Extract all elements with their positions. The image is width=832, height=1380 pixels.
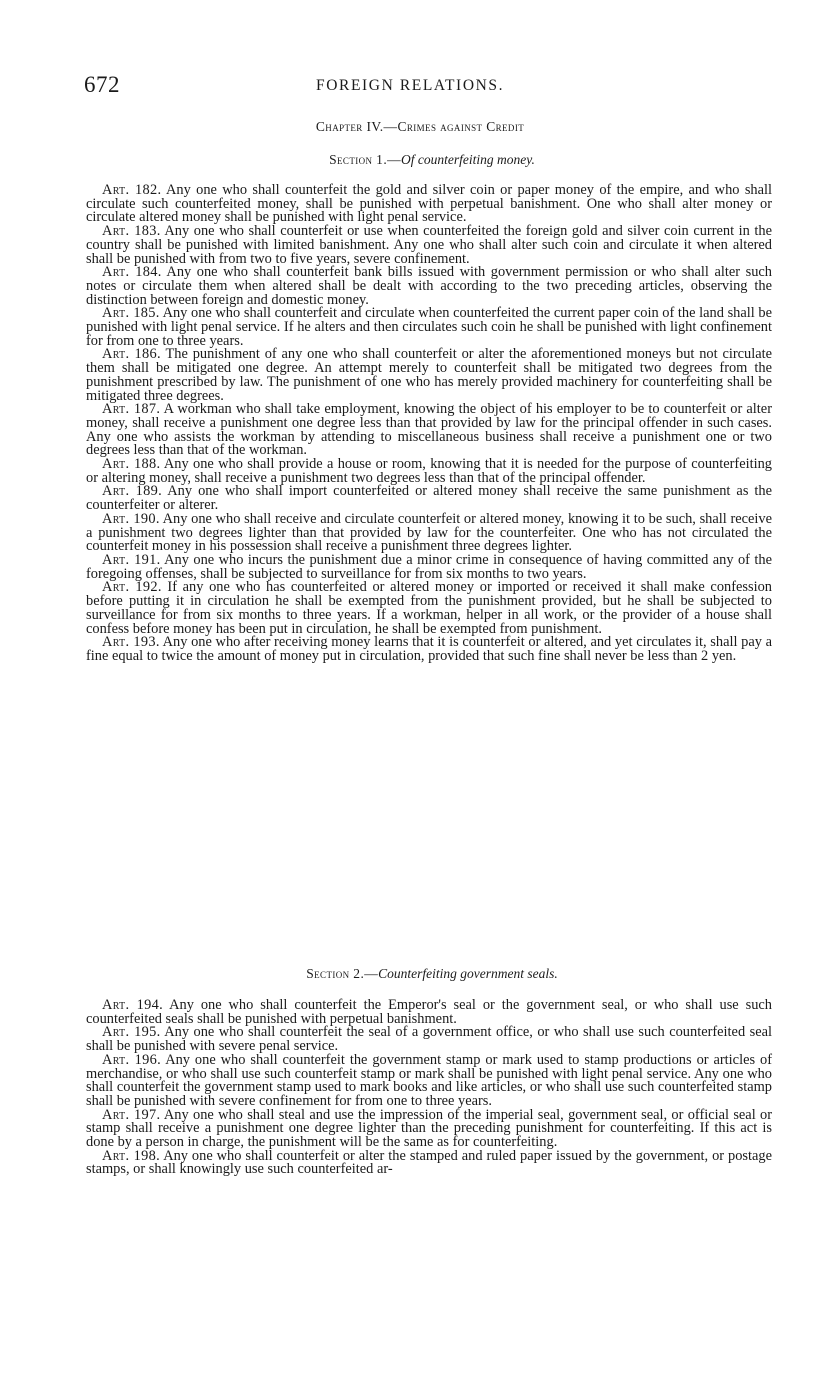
article-185: [86, 307, 772, 348]
article-text: A workman who shall take employment, knowing the object of his employer to be to counterfeit or alter money, shall receive a punishment one degree less than that provided by law for the principal offender in such cases. Any one who assists the workman by attending to miscellaneous business shall receive a punishment one or two degrees less than that of the workman.: [86, 401, 772, 459]
article-196: [86, 1051, 772, 1109]
article-number: Art. 182.: [102, 182, 162, 198]
article-number: Art. 190.: [102, 510, 160, 527]
chapter-heading: Chapter IV.—Crimes against Credit: [315, 119, 525, 134]
article-number: Art. 194.: [102, 997, 163, 1013]
article-text: Any one who after receiving money learns that it is counterfeit or altered, and yet circulates it, shall pay a fine equal to twice the amount of money put in circulation, provided that such fine shall never be less than 2 yen.: [86, 634, 772, 664]
article-number: Art. 195.: [102, 1024, 161, 1041]
running-title: FOREIGN RELATIONS.: [316, 77, 505, 94]
section-1-articles: [86, 184, 772, 664]
article-number: Art. 185.: [102, 305, 160, 322]
article-184: [86, 266, 772, 307]
article-191: [86, 551, 772, 582]
section-heading-1: [0, 152, 832, 168]
running-head: [84, 72, 784, 102]
article-text: Any one who shall steal and use the impression of the imperial seal, government seal, or official seal or stamp shall receive a punishment one degree lighter than the preceding punishment for counterfeiting. If this act is done by a person in charge, the punishment will be the same as for counterfeiting.: [86, 1106, 772, 1151]
article-text: Any one who shall counterfeit the Emperor's seal or the government seal, or who shall use such counterfeited seals shall be punished with perpetual banishment.: [86, 997, 772, 1027]
article-193: [86, 636, 772, 663]
article-number: Art. 193.: [102, 634, 160, 651]
article-182: [86, 184, 772, 225]
article-text: Any one who shall receive and circulate counterfeit or altered money, knowing it to be such, shall receive a punishment two degrees lighter than that provided by law for the counterfeiter. One who has not circulated the counterfeit money in his possession shall receive a punishment three degrees lighter.: [86, 510, 772, 555]
article-number: Art. 187.: [102, 401, 161, 418]
article-text: Any one who shall counterfeit and circulate when counterfeited the current paper coin of the land shall be punished with light penal service. If he alters and then circulates such coin he shall be punished with light confinement for from one to three years.: [86, 305, 772, 349]
article-text: Any one who shall counterfeit or use when counterfeited the foreign gold and silver coin current in the country shall be punished with limited banishment. Any one who shall alter such coin and circulate it when altered shall be punished with from two to five years, severe confinement.: [86, 223, 772, 267]
article-189: [86, 485, 772, 512]
article-197: [86, 1106, 772, 1151]
article-text: Any one who shall counterfeit the seal of a government office, or who shall use such counterfeited seal shall be punished with severe penal service.: [86, 1024, 772, 1055]
article-number: Art. 184.: [102, 264, 162, 281]
article-190: [86, 510, 772, 555]
section-heading-2: [0, 966, 832, 982]
article-text: Any one who shall counterfeit or alter the stamped and ruled paper issued by the government, or postage stamps, or shall knowingly use such counterfeited ar-: [86, 1147, 772, 1178]
page-number: 672: [84, 72, 120, 97]
article-number: Art. 197.: [102, 1106, 161, 1123]
article-number: Art. 189.: [102, 483, 163, 500]
article-number: Art. 196.: [102, 1051, 162, 1068]
article-183: [86, 225, 772, 266]
article-text: Any one who shall counterfeit the government stamp or mark used to stamp productions or articles of merchandise, or who shall use such counterfeit stamp or mark shall be punished with light penal service. Any one who shall counterfeit the government stamp used to mark books and like articles, or who shall use such counterfeited stamp shall be punished with severe confinement for from one to three years.: [86, 1051, 772, 1109]
article-text: Any one who incurs the punishment due a minor crime in consequence of having committed any of the foregoing offenses, shall be subjected to surveillance for from six months to two years.: [86, 551, 772, 582]
article-194: [86, 999, 772, 1026]
article-192: [86, 581, 772, 636]
section-title: Of counterfeiting money.: [401, 152, 535, 167]
article-number: Art. 191.: [102, 551, 161, 568]
section-label: Section 2.—: [306, 966, 379, 981]
article-187: [86, 403, 772, 458]
article-text: Any one who shall provide a house or room, knowing that it is needed for the purpose of counterfeiting or altering money, shall receive a punishment two degrees less than that of the principal offender.: [86, 456, 772, 486]
article-195: [86, 1026, 772, 1053]
article-text: If any one who has counterfeited or altered money or imported or received it shall make confession before putting it in circulation he shall be exempted from the punishment provided, but he shall be subjected to surveillance for from six months to three years. If a workman, helper in all work, or the provider of a house shall confess before money has been put in circulation, he shall be exempted from punishment.: [86, 579, 772, 637]
article-number: Art. 198.: [102, 1147, 161, 1164]
section-2-articles: [86, 999, 772, 1177]
article-number: Art. 188.: [102, 456, 161, 473]
article-number: Art. 186.: [102, 346, 161, 363]
article-198: [86, 1147, 772, 1178]
article-text: The punishment of any one who shall counterfeit or alter the aforementioned moneys but not circulate them shall be mitigated one degree. An attempt merely to counterfeit shall be mitigated two degrees from the punishment prescribed by law. The punishment of one who has merely provided machinery for counterfeiting shall be mitigated three degrees.: [86, 346, 772, 404]
article-text: Any one who shall counterfeit the gold and silver coin or paper money of the empire, and who shall circulate such counterfeited money, shall be punished with perpetual banishment. One who shall alter money or circulate altered money shall be punished with light penal service.: [86, 182, 772, 226]
section-label: Section 1.—: [329, 152, 402, 167]
article-number: Art. 192.: [102, 579, 162, 596]
article-186: [86, 348, 772, 403]
article-text: Any one who shall import counterfeited or altered money shall receive the same punishment as the counterfeiter or alterer.: [86, 483, 773, 514]
article-number: Art. 183.: [102, 223, 161, 240]
section-title: Counterfeiting government seals.: [378, 966, 558, 981]
article-text: Any one who shall counterfeit bank bills issued with government permission or who shall alter such notes or circulate them when altered shall be dealt with according to the two preceding articles, observing the distinction between foreign and domestic money.: [86, 264, 772, 308]
article-188: [86, 458, 772, 485]
